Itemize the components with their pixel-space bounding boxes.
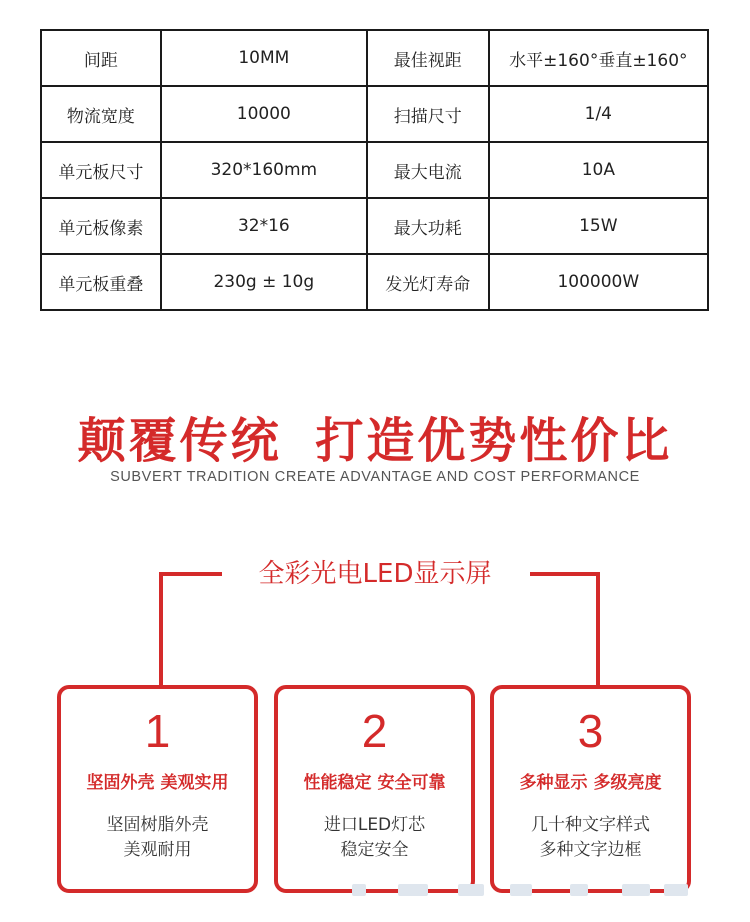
feature-number: 2 [361, 705, 388, 757]
feature-desc-line: 稳定安全 [340, 840, 409, 860]
feature-desc-line: 几十种文字样式 [531, 815, 650, 835]
feature-desc [494, 813, 687, 863]
spec-value: 15W [489, 198, 708, 254]
feature-desc-line: 坚固树脂外壳 [106, 815, 209, 835]
feature-card [57, 685, 258, 893]
headline-title: 颠覆传统 打造优势性价比 [77, 413, 673, 469]
bracket-line-right-down [596, 572, 600, 687]
bracket-line-left [159, 572, 222, 576]
watermark-mark [622, 884, 650, 896]
feature-title: 性能稳定 安全可靠 [303, 773, 446, 793]
spec-label: 发光灯寿命 [367, 254, 489, 310]
spec-value: 水平±160°垂直±160° [489, 30, 708, 86]
watermark-mark [664, 884, 688, 896]
table-row [41, 254, 708, 310]
spec-label: 间距 [41, 30, 161, 86]
feature-title: 多种显示 多级亮度 [519, 773, 662, 793]
feature-card [490, 685, 691, 893]
spec-label: 最佳视距 [367, 30, 489, 86]
spec-label: 单元板像素 [41, 198, 161, 254]
headline-subtitle: SUBVERT TRADITION CREATE ADVANTAGE AND COST PERFORMANCE [110, 469, 640, 485]
spec-value: 100000W [489, 254, 708, 310]
watermark-mark [352, 884, 366, 896]
feature-desc-line: 进口LED灯芯 [323, 815, 426, 835]
watermark-mark [398, 884, 428, 896]
spec-table [40, 29, 709, 311]
feature-number: 1 [144, 705, 171, 757]
spec-value: 10MM [161, 30, 367, 86]
table-row [41, 198, 708, 254]
product-title: 全彩光电LED显示屏 [258, 559, 492, 589]
spec-label: 物流宽度 [41, 86, 161, 142]
watermark-mark [570, 884, 588, 896]
spec-label: 最大电流 [367, 142, 489, 198]
spec-value: 32*16 [161, 198, 367, 254]
feature-title: 坚固外壳 美观实用 [86, 773, 229, 793]
feature-number: 3 [577, 705, 604, 757]
spec-label: 单元板尺寸 [41, 142, 161, 198]
feature-card [274, 685, 475, 893]
bracket-line-left-down [159, 572, 163, 687]
feature-desc [61, 813, 254, 863]
spec-label: 单元板重叠 [41, 254, 161, 310]
feature-desc-line: 多种文字边框 [539, 840, 642, 860]
spec-value: 1/4 [489, 86, 708, 142]
spec-label: 扫描尺寸 [367, 86, 489, 142]
spec-label: 最大功耗 [367, 198, 489, 254]
spec-value: 230g ± 10g [161, 254, 367, 310]
spec-value: 10000 [161, 86, 367, 142]
watermark-mark [458, 884, 484, 896]
feature-desc [278, 813, 471, 863]
table-row [41, 30, 708, 86]
table-row [41, 86, 708, 142]
spec-value: 10A [489, 142, 708, 198]
bracket-line-right [530, 572, 600, 576]
feature-desc-line: 美观耐用 [123, 840, 192, 860]
table-row [41, 142, 708, 198]
watermark-mark [510, 884, 532, 896]
spec-value: 320*160mm [161, 142, 367, 198]
